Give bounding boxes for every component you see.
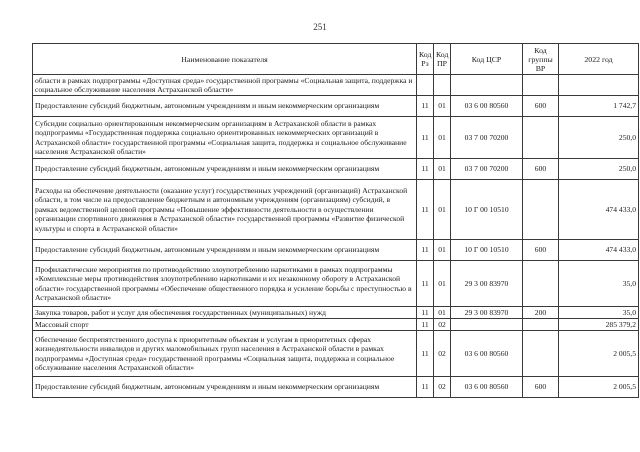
header-rz: Код Рз [417,44,434,75]
row-csr: 03 7 00 70200 [451,117,523,159]
row-amount: 2 005,5 [559,331,639,377]
table-row [33,319,639,331]
row-amount: 2 005,5 [559,377,639,398]
row-vr: 600 [523,240,559,261]
row-amount: 1 742,7 [559,96,639,117]
row-vr: 600 [523,96,559,117]
row-amount: 285 379,2 [559,319,639,331]
row-vr: 600 [523,377,559,398]
row-amount [559,75,639,96]
row-csr [451,319,523,331]
row-csr: 29 3 00 83970 [451,261,523,307]
table-row [33,377,639,398]
row-amount: 35,0 [559,307,639,319]
row-rz: 11 [417,307,434,319]
row-csr: 03 6 00 80560 [451,331,523,377]
header-pr: Код ПР [434,44,451,75]
row-name: области в рамках подпрограммы «Доступная среда» государственной программы «Социальная защита, поддержка и социальное обслуживание населения Астраханской области» [33,75,417,96]
row-vr: 600 [523,159,559,180]
table-row [33,75,639,96]
row-amount: 474 433,0 [559,240,639,261]
row-vr [523,117,559,159]
row-csr: 10 Г 00 10510 [451,180,523,240]
row-name: Массовый спорт [33,319,417,331]
table-row [33,159,639,180]
row-vr: 200 [523,307,559,319]
budget-table [32,43,639,398]
row-rz: 11 [417,319,434,331]
table-row [33,117,639,159]
row-amount: 474 433,0 [559,180,639,240]
row-pr: 01 [434,117,451,159]
row-rz: 11 [417,240,434,261]
row-csr: 10 Г 00 10510 [451,240,523,261]
row-csr: 03 6 00 80560 [451,96,523,117]
table-row [33,307,639,319]
header-vr: Код группы ВР [523,44,559,75]
row-vr [523,75,559,96]
table-row [33,180,639,240]
row-pr: 01 [434,96,451,117]
table-row [33,96,639,117]
row-rz: 11 [417,180,434,240]
row-name: Предоставление субсидий бюджетным, автономным учреждениям и иным некоммерческим организациям [33,377,417,398]
row-rz: 11 [417,96,434,117]
row-name: Предоставление субсидий бюджетным, автономным учреждениям и иным некоммерческим организациям [33,96,417,117]
row-name: Расходы на обеспечение деятельности (оказание услуг) государственных учреждений (организаций) Астраханской области, в том числе на предоставление бюджетным и автономным учреждениям (организациям) субсидий, в рамках ведомственной целевой программы «Повышение эффективности деятельности в осуществлении организации спортивного движения в Астраханской области» государственной программы «Развитие физической культуры и спорта в Астраханской области» [33,180,417,240]
header-csr: Код ЦСР [451,44,523,75]
row-pr: 01 [434,240,451,261]
header-year: 2022 год [559,44,639,75]
row-rz: 11 [417,331,434,377]
row-pr: 02 [434,377,451,398]
row-rz: 11 [417,261,434,307]
row-name: Предоставление субсидий бюджетным, автономным учреждениям и иным некоммерческим организациям [33,240,417,261]
row-vr [523,319,559,331]
table-row [33,261,639,307]
table-row [33,240,639,261]
row-csr [451,75,523,96]
row-pr: 01 [434,261,451,307]
row-pr: 01 [434,159,451,180]
row-vr [523,261,559,307]
page-number: 251 [313,22,327,32]
row-vr [523,331,559,377]
row-csr: 29 3 00 83970 [451,307,523,319]
row-amount: 250,0 [559,117,639,159]
row-pr: 02 [434,319,451,331]
row-rz: 11 [417,117,434,159]
row-vr [523,180,559,240]
row-csr: 03 7 00 70200 [451,159,523,180]
row-pr [434,75,451,96]
row-rz: 11 [417,377,434,398]
row-name: Обеспечение беспрепятственного доступа к приоритетным объектам и услугам в приоритетных сферах жизнедеятельности инвалидов и других маломобильных групп населения в Астраханской области в рамках подпрограммы «Доступная среда» государственной программы «Социальная защита, поддержка и социальное обслуживание населения Астраханской области» [33,331,417,377]
row-rz [417,75,434,96]
table-row [33,331,639,377]
row-name: Предоставление субсидий бюджетным, автономным учреждениям и иным некоммерческим организациям [33,159,417,180]
row-csr: 03 6 00 80560 [451,377,523,398]
row-pr: 01 [434,180,451,240]
row-rz: 11 [417,159,434,180]
header-name: Наименование показателя [33,44,417,75]
row-amount: 250,0 [559,159,639,180]
row-pr: 01 [434,307,451,319]
table-header-row [33,44,639,75]
row-pr: 02 [434,331,451,377]
row-name: Закупка товаров, работ и услуг для обеспечения государственных (муниципальных) нужд [33,307,417,319]
row-name: Субсидии социально ориентированным некоммерческим организациям в Астраханской области в рамках подпрограммы «Государственная поддержка социально ориентированных некоммерческих организаций в Астраханской области» государственной программы «Социальная защита, поддержка и социальное обслуживание населения Астраханской области» [33,117,417,159]
row-name: Профилактические мероприятия по противодействию злоупотреблению наркотиками в рамках подпрограммы «Комплексные меры противодействия злоупотреблению наркотиками и их незаконному обороту в Астраханской области» государственной программы «Обеспечение общественного порядка и усиление борьбы с преступностью в Астраханской области» [33,261,417,307]
row-amount: 35,0 [559,261,639,307]
